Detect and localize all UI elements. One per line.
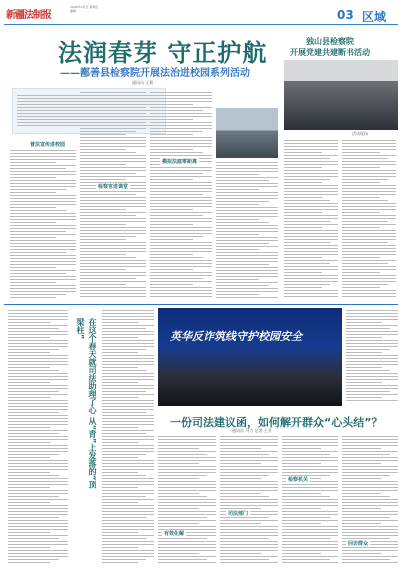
side-article-photo-caption: 活动现场: [330, 131, 390, 137]
bottom-label-3: 有效化解: [164, 531, 185, 537]
bottom-col-2: [102, 310, 154, 565]
masthead-logo: 新疆法制报: [6, 10, 51, 21]
main-subhead-2: 检察官进课堂: [98, 184, 129, 190]
masthead-info: [70, 5, 99, 13]
main-col-1: [10, 150, 76, 300]
side-article-title-2: 开展党建共建断书活动: [290, 48, 370, 57]
masthead-date: 2024年3月日 星期五: [70, 5, 99, 9]
section-divider: [4, 304, 398, 305]
bottom-byline: 通讯员 马力 记者 王芳: [232, 428, 272, 433]
side-col-2: [342, 140, 396, 298]
side-article-title-1: 独山县检察院: [306, 37, 354, 46]
main-article-photo: [216, 108, 278, 158]
main-article-title: 法润春芽 守正护航: [58, 39, 268, 67]
bottom-vertical-title: 在这个春天就司法助理了心 从“青”上发落的“顶梁柱”: [76, 318, 97, 489]
main-col-2: [80, 92, 146, 300]
banner-photo: [158, 308, 342, 406]
bottom-label-1: 司法部门: [228, 511, 249, 517]
header-rule: [4, 24, 398, 25]
bottom-body-1: [158, 436, 216, 566]
side-col-1: [284, 140, 338, 298]
side-article-photo: [284, 60, 398, 130]
bottom-col-1: [8, 310, 68, 565]
main-article-subtitle: ——鄯善县检察院开展法治进校园系列活动: [60, 68, 250, 79]
bottom-label-2: 检察机关: [288, 477, 309, 483]
bottom-headline: 一份司法建议函，如何解开群众“心头结”？: [170, 416, 383, 429]
section-name: 区域: [362, 10, 387, 24]
banner-text: 英华反诈筑线守护校园安全: [170, 330, 302, 343]
bottom-body-3: [282, 436, 338, 566]
main-subhead-1: 普法宣传进校园: [30, 142, 66, 148]
bottom-body-2: [220, 436, 278, 566]
main-subhead-3: 模拟法庭零距离: [162, 159, 198, 165]
main-col-3: [150, 92, 212, 300]
masthead-editor: 编辑: [70, 9, 77, 13]
main-article-byline: 通讯员 王莉: [132, 80, 154, 85]
bottom-label-4: 回访群众: [348, 541, 369, 547]
page-number: 03: [337, 8, 354, 22]
bottom-col-right: [346, 310, 398, 402]
main-col-4: [216, 162, 278, 300]
